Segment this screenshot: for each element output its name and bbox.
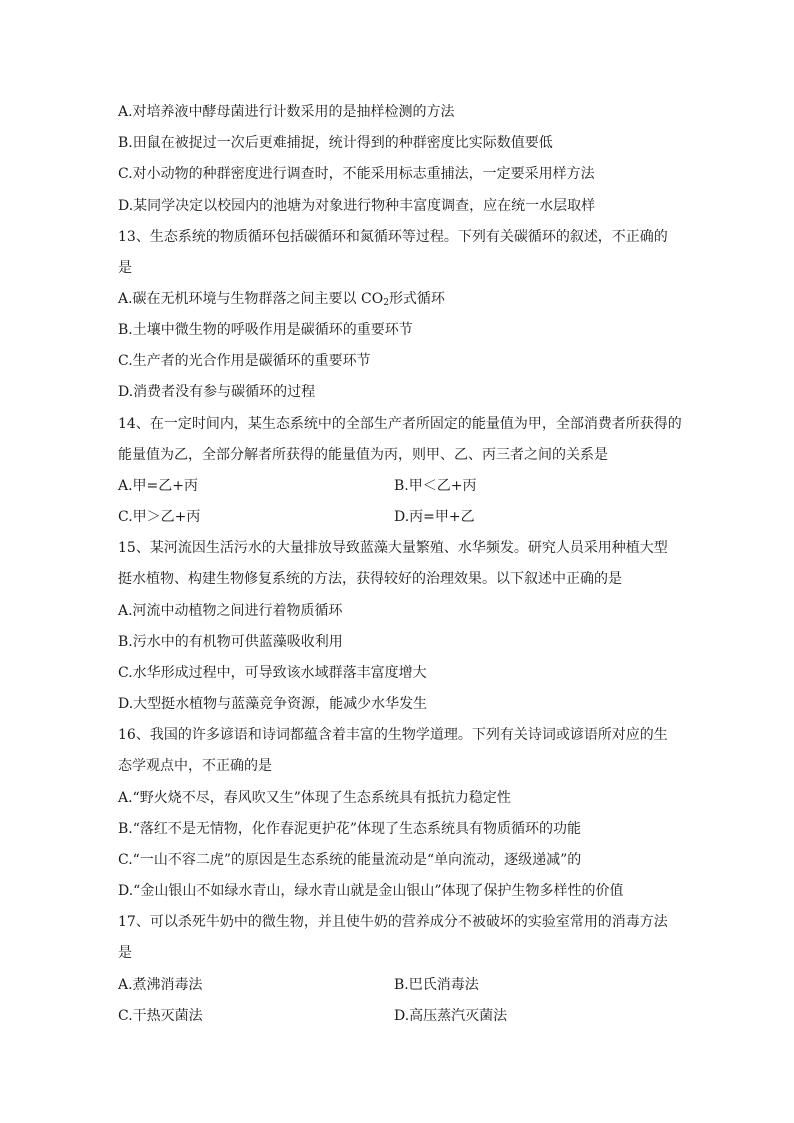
- q16-option-d: D.“金山银山不如绿水青山，绿水青山就是金山银山”体现了保护生物多样性的价值: [118, 883, 624, 899]
- q16-option-a: A.“野火烧不尽，春风吹又生”体现了生态系统具有抵抗力稳定性: [118, 790, 511, 806]
- q12-option-b: B.田鼠在被捉过一次后更难捕捉，统计得到的种群密度比实际数值要低: [118, 135, 553, 151]
- q15-option-b: B.污水中的有机物可供蓝藻吸收利用: [118, 634, 343, 650]
- q13-option-a-subscript: 2: [383, 298, 389, 308]
- q14-stem-line2: 能量值为乙，全部分解者所获得的能量值为丙，则甲、乙、丙三者之间的关系是: [118, 447, 608, 463]
- q17-option-a: A.煮沸消毒法: [118, 977, 203, 993]
- q17-option-d: D.高压蒸汽灭菌法: [394, 1008, 508, 1024]
- q17-option-c: C.干热灭菌法: [118, 1008, 203, 1024]
- q14-option-a: A.甲=乙+丙: [118, 478, 199, 494]
- q13-option-a-suffix: 形式循环: [388, 291, 445, 307]
- q14-stem-line1: 14、在一定时间内，某生态系统中的全部生产者所固定的能量值为甲，全部消费者所获得的: [118, 416, 682, 432]
- q14-option-c: C.甲＞乙+丙: [118, 509, 201, 525]
- q16-stem-line2: 态学观点中，不正确的是: [118, 758, 272, 774]
- q16-option-b: B.“落红不是无情物，化作春泥更护花”体现了生态系统具有物质循环的功能: [118, 821, 582, 837]
- q13-option-c: C.生产者的光合作用是碳循环的重要环节: [118, 353, 371, 369]
- q13-stem-line1: 13、生态系统的物质循环包括碳循环和氮循环等过程。下列有关碳循环的叙述，不正确的: [118, 229, 668, 245]
- q17-stem-line1: 17、可以杀死牛奶中的微生物，并且使牛奶的营养成分不被破坏的实验室常用的消毒方法: [118, 914, 668, 930]
- q13-option-a-prefix: A.碳在无机环境与生物群落之间主要以 CO: [118, 291, 384, 307]
- q16-stem-line1: 16、我国的许多谚语和诗词都蕴含着丰富的生物学道理。下列有关诗词或谚语所对应的生: [118, 727, 668, 743]
- q14-option-d: D.丙=甲+乙: [394, 509, 475, 525]
- q15-stem-line1: 15、某河流因生活污水的大量排放导致蓝藻大量繁殖、水华频发。研究人员采用种植大型: [118, 540, 668, 556]
- q15-option-a: A.河流中动植物之间进行着物质循环: [118, 603, 343, 619]
- q13-stem-line2: 是: [118, 260, 132, 276]
- q17-stem-line2: 是: [118, 945, 132, 961]
- q15-option-d: D.大型挺水植物与蓝藻竞争资源，能减少水华发生: [118, 696, 428, 712]
- q12-option-c: C.对小动物的种群密度进行调查时，不能采用标志重捕法，一定要采用样方法: [118, 166, 595, 182]
- q15-stem-line2: 挺水植物、构建生物修复系统的方法，获得较好的治理效果。以下叙述中正确的是: [118, 571, 622, 587]
- q13-option-b: B.土壤中微生物的呼吸作用是碳循环的重要环节: [118, 322, 413, 338]
- q16-option-c: C.“一山不容二虎”的原因是生态系统的能量流动是“单向流动，逐级递减”的: [118, 852, 582, 868]
- q13-option-d: D.消费者没有参与碳循环的过程: [118, 384, 316, 400]
- q12-option-d: D.某同学决定以校园内的池塘为对象进行物种丰富度调查，应在统一水层取样: [118, 198, 596, 214]
- q15-option-c: C.水华形成过程中，可导致该水域群落丰富度增大: [118, 665, 427, 681]
- q12-option-a: A.对培养液中酵母菌进行计数采用的是抽样检测的方法: [118, 104, 455, 120]
- q17-option-b: B.巴氏消毒法: [394, 977, 479, 993]
- q13-option-a: [118, 289, 445, 309]
- q14-option-b: B.甲＜乙+丙: [394, 478, 477, 494]
